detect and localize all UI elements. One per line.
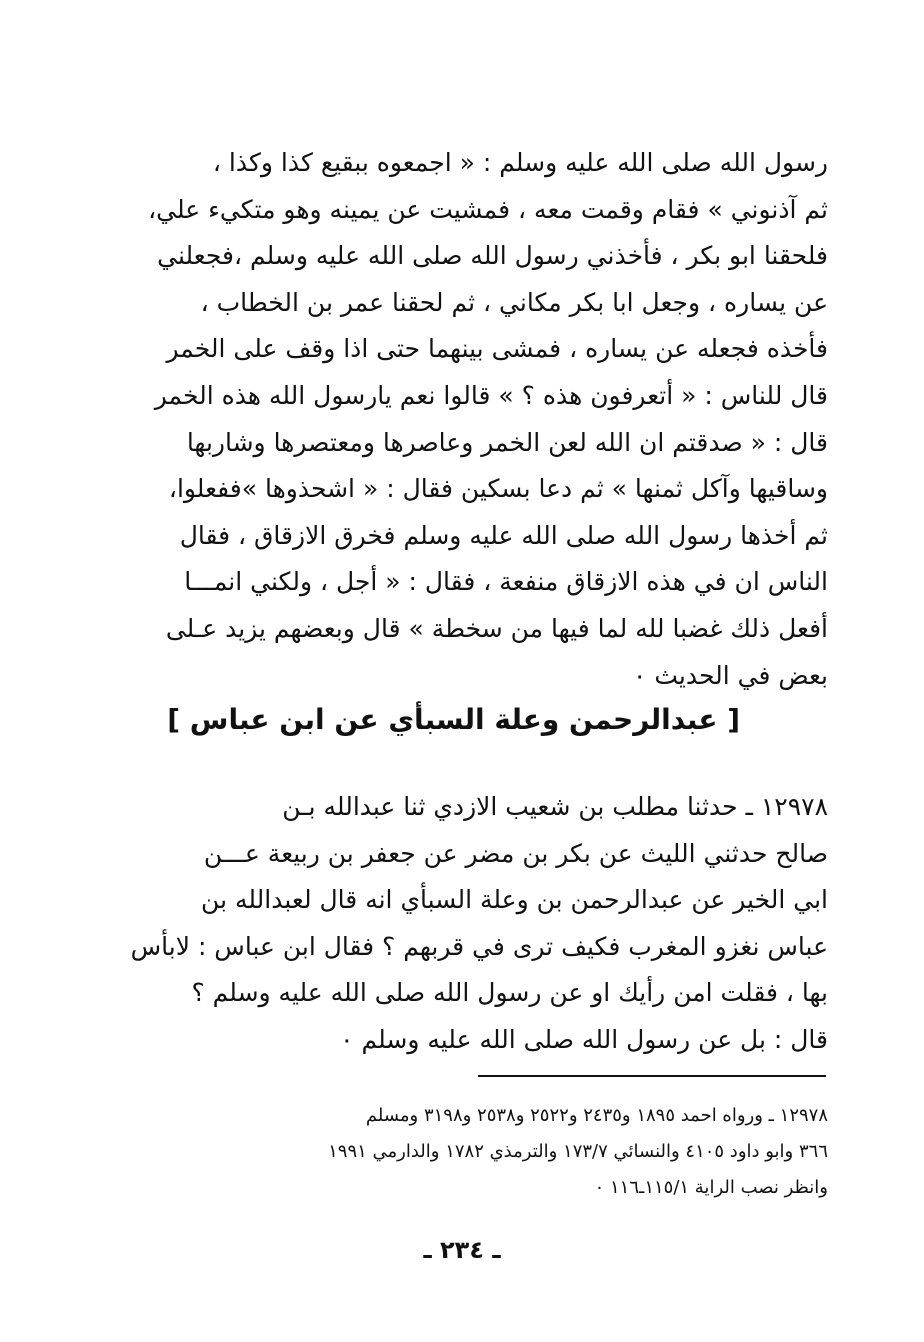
text-line: صالح حدثني الليث عن بكر بن مضر عن جعفر بن ربيعة عـــن [203,838,828,868]
section-heading: [ عبدالرحمن وعلة السبأي عن ابن عباس ] [167,703,740,736]
text-line: قال للناس : « أتعرفون هذه ؟ » قالوا نعم يارسول الله هذه الخمر [154,380,828,410]
text-line: عن يساره ، وجعل ابا بكر مكاني ، ثم لحقنا عمر بن الخطاب ، [200,287,828,317]
page-number: ـ ٢٣٤ ـ [423,1236,501,1264]
text-line: فأخذه فجعله عن يساره ، فمشى بينهما حتى اذا وقف على الخمر [166,334,828,364]
text-line: أفعل ذلك غضبا لله لما فيها من سخطة » قال وبعضهم يزيد عـلى [165,613,828,643]
text-line: قال : « صدقتم ان الله لعن الخمر وعاصرها ومعتصرها وشاربها [186,427,828,457]
text-line: قال : بل عن رسول الله صلى الله عليه وسلم ٠ [340,1024,828,1054]
footnote-line: ٣٦٦ وابو داود ٤١٠٥ والنسائي ١٧٣/٧ والترمذي ١٧٨٢ والدارمي ١٩٩١ [328,1141,828,1162]
footnote-line: وانظر نصب الراية ١١٥/١ـ١١٦ ٠ [594,1177,828,1198]
text-line: الناس ان في هذه الازقاق منفعة ، فقال : « أجل ، ولكني انمـــا [184,567,828,597]
text-line: ثم أخذها رسول الله صلى الله عليه وسلم فخرق الازقاق ، فقال [179,520,828,550]
footnote [128,1098,828,1206]
text-line: فلحقنا ابو بكر ، فأخذني رسول الله صلى الله عليه وسلم ،فجعلني [157,241,828,271]
main-paragraph [128,140,828,699]
text-line: ابي الخير عن عبدالرحمن بن وعلة السبأي انه قال لعبدالله بن [201,885,828,914]
hadith-paragraph [128,784,828,1063]
text-line: بها ، فقلت امن رأيك او عن رسول الله صلى الله عليه وسلم ؟ [191,978,828,1007]
text-line: ١٢٩٧٨ ـ حدثنا مطلب بن شعيب الازدي ثنا عبدالله بـن [282,792,828,821]
text-line: رسول الله صلى الله عليه وسلم : « اجمعوه ببقيع كذا وكذا ، [212,148,828,177]
text-line: عباس نغزو المغرب فكيف ترى في قربهم ؟ فقال ابن عباس : لابأس [130,931,828,961]
footnote-divider [478,1075,826,1077]
text-line: بعض في الحديث ٠ [632,660,828,690]
text-line: وساقيها وآكل ثمنها » ثم دعا بسكين فقال : « اشحذوها »ففعلوا، [168,474,828,504]
footnote-line: ١٢٩٧٨ ـ ورواه احمد ١٨٩٥ و٢٤٣٥ و٢٥٢٢ و٢٥٣٨ و٣١٩٨ ومسلم [365,1105,828,1126]
text-line: ثم آذنوني » فقام وقمت معه ، فمشيت عن يمينه وهو متكيء علي، [148,194,828,224]
